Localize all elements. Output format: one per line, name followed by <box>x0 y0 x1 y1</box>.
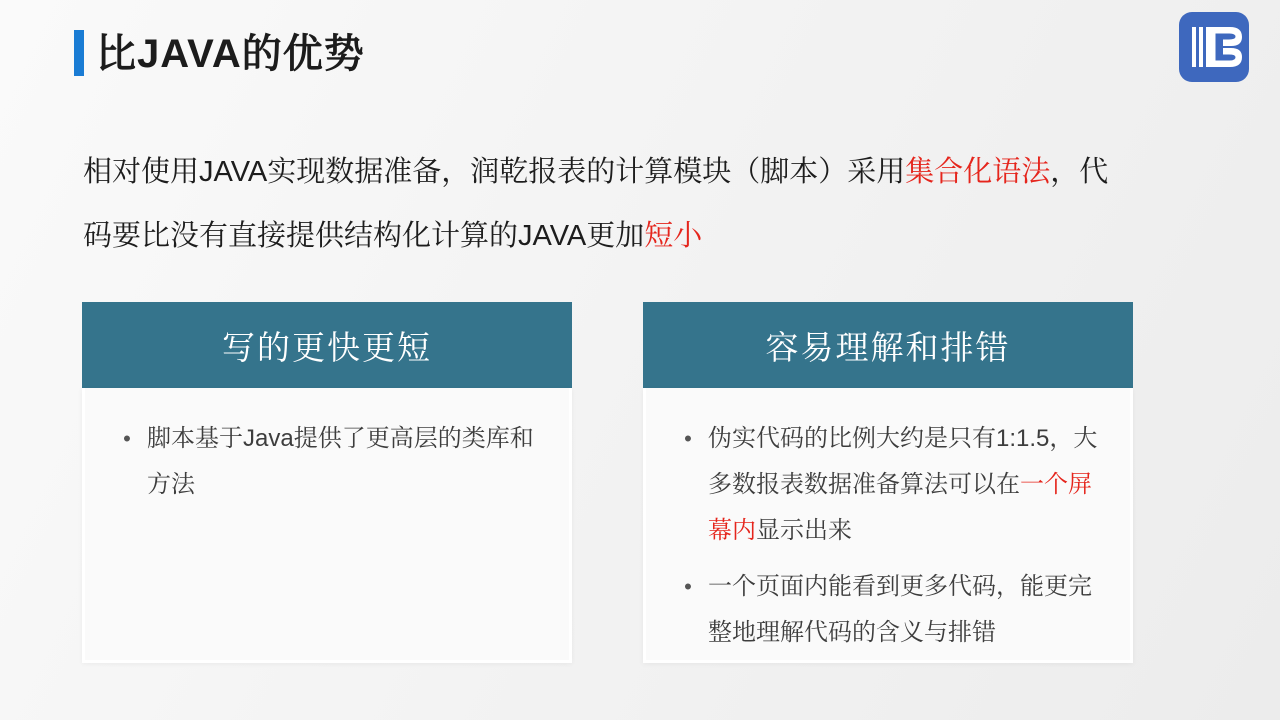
card-body <box>82 388 572 663</box>
list-item <box>668 416 1114 554</box>
brand-logo <box>1179 12 1249 82</box>
card-header: 容易理解和排错 <box>643 302 1133 388</box>
bullet-glyph: • <box>684 426 692 451</box>
list-item-text <box>147 416 547 508</box>
logo-bar-2 <box>1199 27 1203 67</box>
page-title: 比JAVA的优势 <box>96 32 365 76</box>
title-accent-bar <box>74 30 84 76</box>
card-body <box>643 388 1133 663</box>
item-highlight: 一个屏幕内 <box>708 471 1092 544</box>
intro-highlight: 集合化语法 <box>905 156 1051 188</box>
intro-line-2 <box>83 204 1213 268</box>
logo-bar-1 <box>1192 27 1196 67</box>
item-text: 一个页面内能看到更多代码，能更完整地理解代码的含义与排错 <box>708 573 1092 646</box>
card-easy-understand <box>643 302 1133 663</box>
bullet-glyph: • <box>123 426 131 451</box>
list-item <box>107 416 553 508</box>
list-item-text <box>708 564 1108 656</box>
bullet-glyph: • <box>684 574 692 599</box>
intro-text: 码要比没有直接提供结构化计算的JAVA更加 <box>83 220 645 252</box>
intro-text: ，代 <box>1050 156 1109 188</box>
list-item <box>668 564 1114 656</box>
logo-r-icon <box>1179 12 1249 82</box>
item-text: 脚本基于Java提供了更高层的类库和方法 <box>147 425 534 498</box>
logo-r-stem <box>1206 27 1216 67</box>
card-header: 写的更快更短 <box>82 302 572 388</box>
intro-line-1 <box>83 140 1213 204</box>
intro-text: 相对使用JAVA实现数据准备，润乾报表的计算模块（脚本）采用 <box>83 156 906 188</box>
list-item-text <box>708 416 1108 554</box>
item-text: 伪实代码的比例大约是只有1:1.5，大多数报表数据准备算法可以在 <box>708 425 1098 498</box>
card-write-faster <box>82 302 572 663</box>
intro-highlight: 短小 <box>644 220 703 252</box>
intro-paragraph <box>83 140 1213 268</box>
item-text: 显示出来 <box>756 517 852 544</box>
